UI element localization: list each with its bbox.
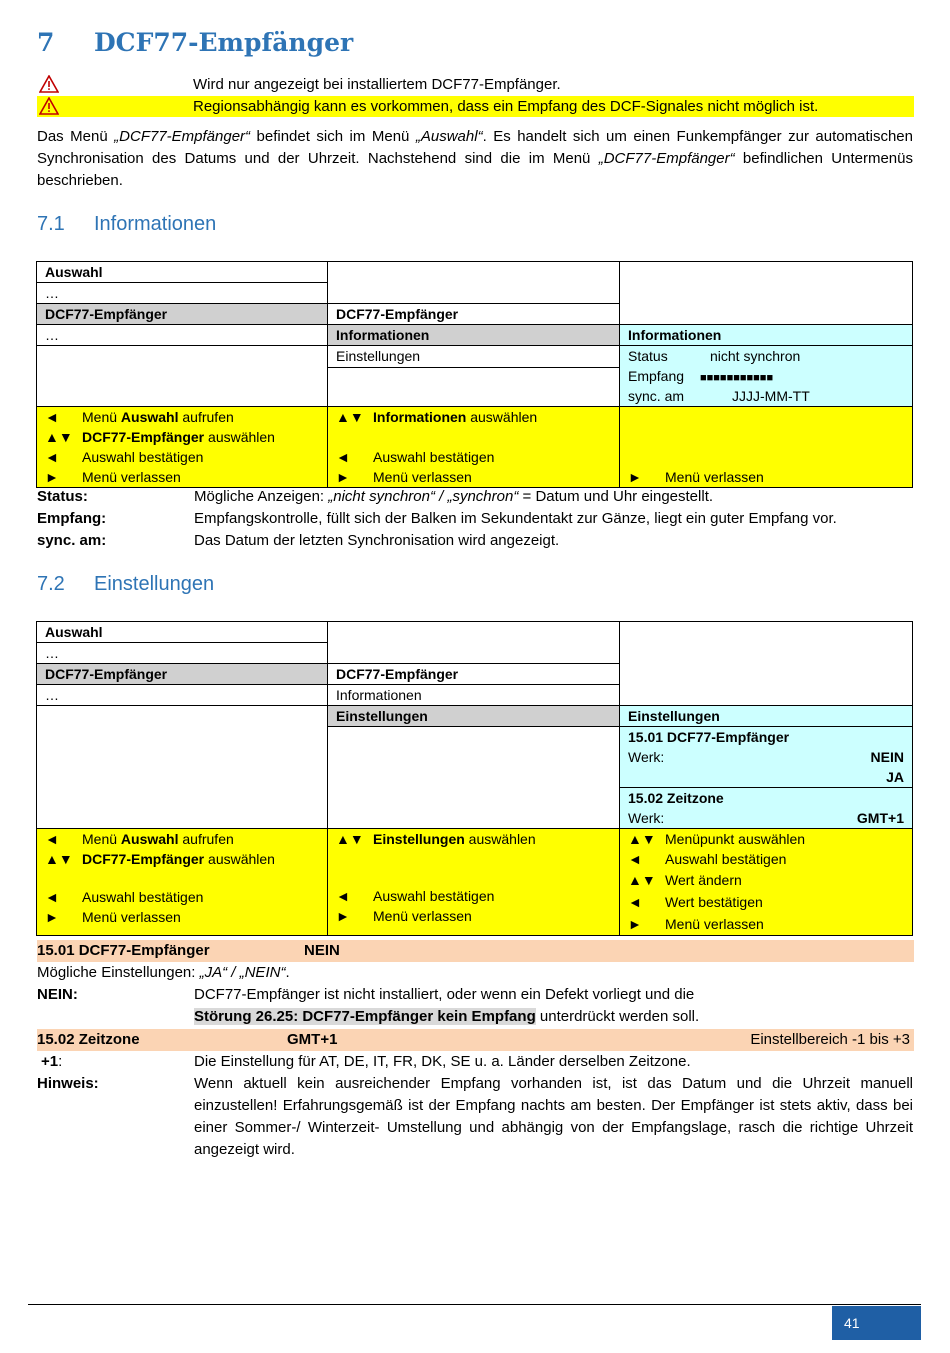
section-number: 7.1 <box>37 213 65 235</box>
param-plus1-description: +1: Die Einstellung für AT, DE, IT, FR, DK, SE u. a. Länder derselben Zeitzone. <box>41 1053 691 1070</box>
nav-help: ◄ Menü Auswahl aufrufen ▲▼ DCF77-Empfänger auswählen ◄ Auswahl bestätigen ► Menü verlassen <box>37 407 328 488</box>
warning-icon <box>39 97 59 115</box>
menu-cell-empty <box>620 262 913 325</box>
menu-cell: Einstellungen <box>328 346 620 368</box>
menu-cell-title: Einstellungen <box>620 706 913 727</box>
section-title: Einstellungen <box>94 573 215 595</box>
menu-cell-empty <box>328 262 620 304</box>
menu-cell: … <box>37 283 328 304</box>
menu-cell: … <box>37 643 328 664</box>
chapter-title: DCF77-Empfänger <box>94 28 354 57</box>
nav-help: ▲▼ Informationen auswählen ◄ Auswahl bestätigen ► Menü verlassen <box>328 407 620 488</box>
menu-cell-selected: DCF77-Empfänger <box>37 664 328 685</box>
fault-reference: Störung 26.25: DCF77-Empfänger kein Empfang <box>194 1008 536 1025</box>
nav-help: ◄ Menü Auswahl aufrufen ▲▼ DCF77-Empfänger auswählen ◄ Auswahl bestätigen ► Menü verlassen <box>37 829 328 936</box>
warning-icon <box>39 75 59 93</box>
param-header-dcf77: 15.01 DCF77-Empfänger NEIN <box>37 940 914 962</box>
param-display-dcf77: 15.01 DCF77-Empfänger Werk: NEIN JA <box>620 727 913 788</box>
menu-reference: „Auswahl“ <box>415 128 483 145</box>
info-display <box>620 346 913 407</box>
menu-cell-empty <box>37 706 328 829</box>
footer-divider <box>28 1304 921 1305</box>
note-sync: sync. am: Das Datum der letzten Synchronisation wird angezeigt. <box>37 532 560 549</box>
menu-cell: … <box>37 325 328 346</box>
intro-paragraph: Das Menü „DCF77-Empfänger“ befindet sich im Menü „Auswahl“. Es handelt sich um einen Funkempfänger zur automatischen Synchronisation des Datums und der Uhrzeit. Nachstehend sind die im Menü „DCF77-Empfänger“ befindlichen Untermenüs beschrieben. <box>37 128 913 189</box>
menu-cell: DCF77-Empfänger <box>328 304 620 325</box>
menu-table-einstellungen <box>36 621 913 936</box>
menu-cell-empty <box>620 622 913 706</box>
menu-cell: DCF77-Empfänger <box>328 664 620 685</box>
warning-text: Wird nur angezeigt bei installiertem DCF77-Empfänger. <box>193 76 561 93</box>
nav-help: ▲▼ Einstellungen auswählen ◄ Auswahl bestätigen ► Menü verlassen <box>328 829 620 936</box>
menu-cell-selected: Einstellungen <box>328 706 620 727</box>
note-empfang: Empfang: Empfangskontrolle, füllt sich der Balken im Sekundentakt zur Gänze, liegt ein guter Empfang vor. <box>37 510 837 527</box>
menu-cell-selected: DCF77-Empfänger <box>37 304 328 325</box>
nav-help: ▲▼ Menüpunkt auswählen ◄ Auswahl bestätigen ▲▼ Wert ändern ◄ Wert bestätigen ► Menü verlassen <box>620 829 913 936</box>
section-number: 7.2 <box>37 573 65 595</box>
menu-cell-title: Informationen <box>620 325 913 346</box>
warning-row <box>37 74 914 95</box>
menu-cell: Auswahl <box>37 262 328 283</box>
page-number: 41 <box>844 1315 860 1331</box>
menu-reference: „DCF77-Empfänger“ <box>114 128 251 145</box>
param-nein-description: NEIN: DCF77-Empfänger ist nicht installiert, oder wenn ein Defekt vorliegt und die Störung 26.25: DCF77-Empfänger kein Empfang unterdrückt werden soll. <box>37 986 700 1025</box>
section-heading-informationen <box>37 213 216 236</box>
section-title: Informationen <box>94 213 217 235</box>
param-header-zeitzone: 15.02 Zeitzone GMT+1 Einstellbereich -1 bis +3 <box>37 1029 914 1051</box>
menu-cell-selected: Informationen <box>328 325 620 346</box>
menu-cell-empty <box>328 727 620 829</box>
menu-cell: … <box>37 685 328 706</box>
status-value: nicht synchron <box>710 348 801 364</box>
signal-bar: ■■■■■■■■■■■ <box>700 372 774 384</box>
sync-label: sync. am <box>628 388 685 404</box>
sync-value: JJJJ-MM-TT <box>732 388 810 404</box>
param-display-zeitzone: 15.02 Zeitzone Werk: GMT+1 <box>620 788 913 829</box>
nav-help: ► Menü verlassen <box>620 407 913 488</box>
section-heading-einstellungen <box>37 573 214 596</box>
menu-cell: Auswahl <box>37 622 328 643</box>
chapter-heading <box>37 28 353 57</box>
menu-table-informationen <box>36 261 913 488</box>
note-status: Status: Mögliche Anzeigen: „nicht synchron“ / „synchron“ = Datum und Uhr eingestellt. <box>37 488 714 505</box>
menu-cell: Informationen <box>328 685 620 706</box>
param-options: Mögliche Einstellungen: „JA“ / „NEIN“. <box>37 964 290 981</box>
menu-cell-empty <box>37 346 328 407</box>
hinweis-note: Hinweis: Wenn aktuell kein ausreichender Empfang vorhanden ist, ist das Datum und die Uhrzeit manuell einzustellen! Erfahrungsgemäß ist der Empfang nachts am besten. Der Empfänger ist stets aktiv, dass bei einer Sommer-/ Winterzeit- Umstellung und abhängig von der Empfangslage, rasch die richtige Uhrzeit angezeigt wird. <box>37 1075 913 1158</box>
page-number-box <box>832 1306 921 1340</box>
warning-text: Regionsabhängig kann es vorkommen, dass ein Empfang des DCF-Signales nicht möglich ist. <box>193 98 819 115</box>
status-label: Status <box>628 348 668 364</box>
menu-cell-empty <box>328 368 620 407</box>
chapter-number: 7 <box>37 28 55 57</box>
empfang-label: Empfang <box>628 368 685 384</box>
menu-reference: „DCF77-Empfänger“ <box>598 150 735 167</box>
menu-cell-empty <box>328 622 620 664</box>
warning-row-highlighted <box>37 96 914 117</box>
